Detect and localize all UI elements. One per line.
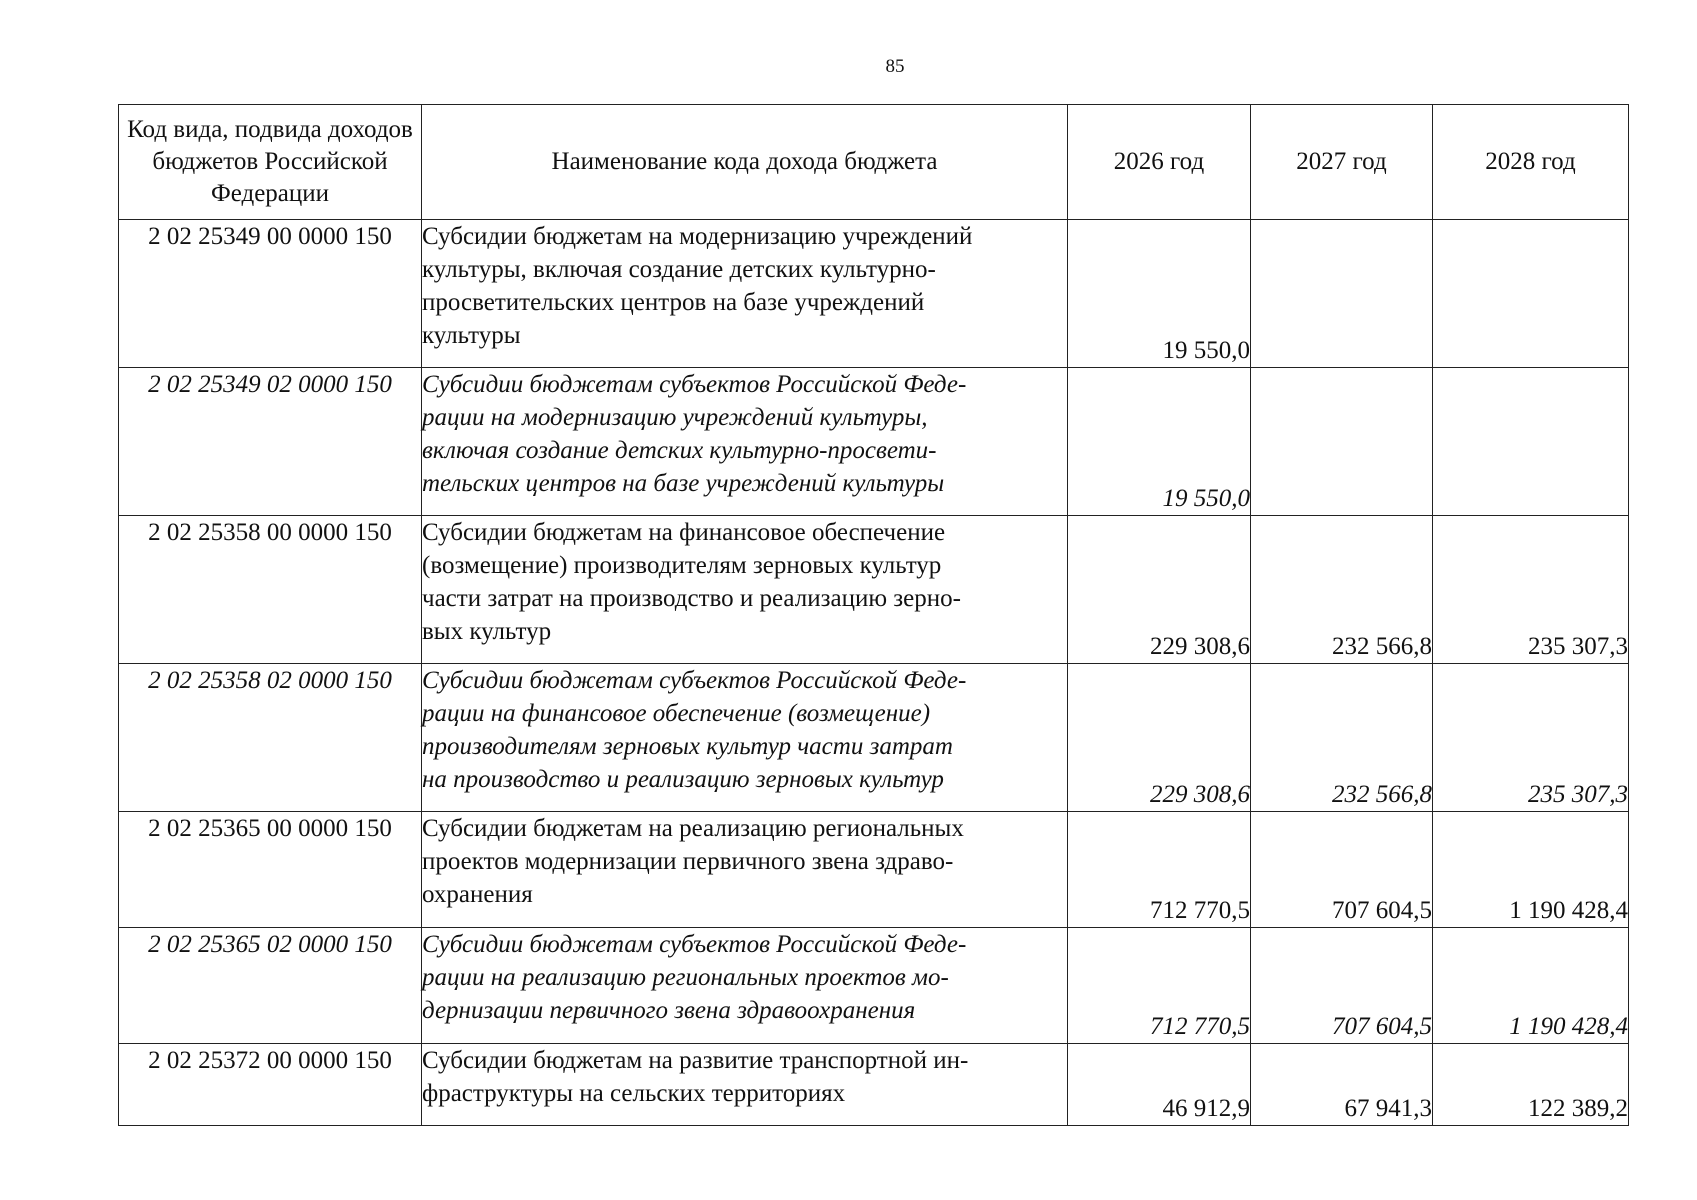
cell-name — [422, 368, 1068, 516]
cell-name — [422, 664, 1068, 812]
cell-code: 2 02 25372 00 0000 150 — [119, 1044, 422, 1126]
cell-name-line: производителям зерновых культур части затрат — [422, 733, 953, 760]
cell-name-line: части затрат на производство и реализацию зерно- — [422, 585, 961, 612]
cell-value-2026: 46 912,9 — [1068, 1044, 1251, 1126]
cell-value-2028: 1 190 428,4 — [1433, 812, 1629, 928]
cell-value-2026: 229 308,6 — [1068, 664, 1251, 812]
page-number: 85 — [885, 56, 905, 77]
cell-name-line: Субсидии бюджетам на модернизацию учреждений — [422, 223, 973, 250]
header-name: Наименование кода дохода бюджета — [422, 105, 1068, 220]
cell-name-line: просветительских центров на базе учреждений — [422, 289, 925, 316]
cell-name-line: Субсидии бюджетам на реализацию региональных — [422, 815, 964, 842]
cell-value-2026: 712 770,5 — [1068, 928, 1251, 1044]
cell-value-2027 — [1251, 368, 1433, 516]
cell-code: 2 02 25365 02 0000 150 — [119, 928, 422, 1044]
table-row — [119, 1044, 1629, 1126]
table-row — [119, 812, 1629, 928]
cell-value-2026: 229 308,6 — [1068, 516, 1251, 664]
cell-name-line: рации на реализацию региональных проектов мо- — [422, 964, 949, 991]
cell-value-2027 — [1251, 220, 1433, 368]
header-2027: 2027 год — [1251, 105, 1433, 220]
table-row — [119, 664, 1629, 812]
cell-name — [422, 1044, 1068, 1126]
cell-name-line: Субсидии бюджетам субъектов Российской Феде- — [422, 931, 967, 958]
cell-name-line: Субсидии бюджетам субъектов Российской Феде- — [422, 371, 967, 398]
cell-value-2028: 235 307,3 — [1433, 516, 1629, 664]
cell-name-line: Субсидии бюджетам на финансовое обеспечение — [422, 519, 946, 546]
cell-name-line: культуры, включая создание детских культурно- — [422, 256, 936, 283]
cell-name — [422, 220, 1068, 368]
table-header-row — [119, 105, 1629, 220]
table-body — [119, 220, 1629, 1126]
cell-name-line: вых культур — [422, 618, 552, 645]
cell-name-line: фраструктуры на сельских территориях — [422, 1080, 846, 1107]
cell-name-line: культуры — [422, 322, 521, 349]
cell-name-line: охранения — [422, 881, 533, 908]
cell-value-2028: 122 389,2 — [1433, 1044, 1629, 1126]
cell-name — [422, 812, 1068, 928]
cell-name-line: рации на финансовое обеспечение (возмещение) — [422, 700, 931, 727]
revenue-table — [118, 104, 1629, 1126]
cell-name-line: включая создание детских культурно-просвети- — [422, 437, 937, 464]
cell-name-line: дернизации первичного звена здравоохранения — [422, 997, 916, 1024]
cell-value-2027: 67 941,3 — [1251, 1044, 1433, 1126]
cell-name-line: рации на модернизацию учреждений культуры, — [422, 404, 928, 431]
cell-name-line: тельских центров на базе учреждений культуры — [422, 470, 945, 497]
cell-name-line: на производство и реализацию зерновых культур — [422, 766, 944, 793]
table-row — [119, 928, 1629, 1044]
cell-code: 2 02 25365 00 0000 150 — [119, 812, 422, 928]
table-row — [119, 516, 1629, 664]
cell-name-line: Субсидии бюджетам на развитие транспортной ин- — [422, 1047, 969, 1074]
table-row — [119, 220, 1629, 368]
cell-value-2026: 19 550,0 — [1068, 220, 1251, 368]
header-2028: 2028 год — [1433, 105, 1629, 220]
cell-value-2027: 232 566,8 — [1251, 664, 1433, 812]
cell-value-2028: 235 307,3 — [1433, 664, 1629, 812]
header-code: Код вида, подвида доходов бюджетов Российской Федерации — [119, 105, 422, 220]
cell-code: 2 02 25349 00 0000 150 — [119, 220, 422, 368]
cell-value-2027: 707 604,5 — [1251, 812, 1433, 928]
cell-name — [422, 928, 1068, 1044]
cell-value-2028 — [1433, 368, 1629, 516]
cell-code: 2 02 25358 02 0000 150 — [119, 664, 422, 812]
cell-code: 2 02 25349 02 0000 150 — [119, 368, 422, 516]
cell-name-line: Субсидии бюджетам субъектов Российской Феде- — [422, 667, 967, 694]
cell-name — [422, 516, 1068, 664]
cell-value-2026: 712 770,5 — [1068, 812, 1251, 928]
cell-value-2028: 1 190 428,4 — [1433, 928, 1629, 1044]
cell-name-line: проектов модернизации первичного звена здраво- — [422, 848, 954, 875]
header-2026: 2026 год — [1068, 105, 1251, 220]
cell-value-2026: 19 550,0 — [1068, 368, 1251, 516]
cell-value-2027: 707 604,5 — [1251, 928, 1433, 1044]
cell-name-line: (возмещение) производителям зерновых культур — [422, 552, 942, 579]
cell-value-2027: 232 566,8 — [1251, 516, 1433, 664]
table-row — [119, 368, 1629, 516]
cell-code: 2 02 25358 00 0000 150 — [119, 516, 422, 664]
cell-value-2028 — [1433, 220, 1629, 368]
